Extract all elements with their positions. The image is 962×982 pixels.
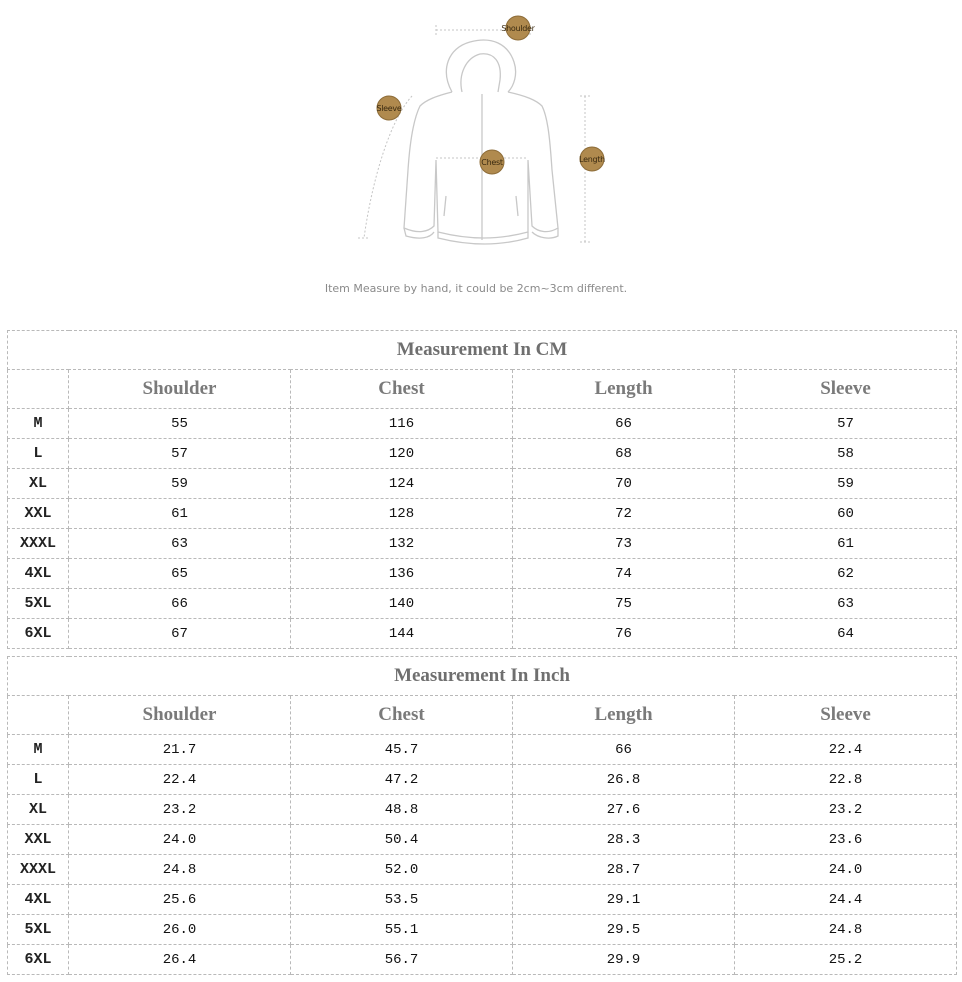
table-row bbox=[8, 915, 957, 945]
table-row bbox=[8, 469, 957, 499]
shoulder-cell: 25.6 bbox=[69, 885, 291, 915]
chest-cell: 136 bbox=[291, 559, 513, 589]
shoulder-cell: 26.4 bbox=[69, 945, 291, 975]
chest-cell: 124 bbox=[291, 469, 513, 499]
size-cell: M bbox=[8, 735, 69, 765]
table-row bbox=[8, 735, 957, 765]
sleeve-cell: 62 bbox=[735, 559, 957, 589]
length-cell: 29.5 bbox=[513, 915, 735, 945]
sleeve-cell: 64 bbox=[735, 619, 957, 649]
shoulder-cell: 24.8 bbox=[69, 855, 291, 885]
chest-cell: 140 bbox=[291, 589, 513, 619]
chest-cell: 53.5 bbox=[291, 885, 513, 915]
shoulder-cell: 66 bbox=[69, 589, 291, 619]
header-chest: Chest bbox=[291, 370, 513, 409]
sleeve-cell: 24.8 bbox=[735, 915, 957, 945]
sleeve-cell: 58 bbox=[735, 439, 957, 469]
length-cell: 28.7 bbox=[513, 855, 735, 885]
table-row bbox=[8, 825, 957, 855]
chest-cell: 52.0 bbox=[291, 855, 513, 885]
table-row bbox=[8, 589, 957, 619]
measure-note: Item Measure by hand, it could be 2cm~3cm different. bbox=[324, 282, 628, 295]
length-cell: 66 bbox=[513, 735, 735, 765]
shoulder-cell: 23.2 bbox=[69, 795, 291, 825]
size-cell: XXL bbox=[8, 825, 69, 855]
sleeve-cell: 25.2 bbox=[735, 945, 957, 975]
length-cell: 66 bbox=[513, 409, 735, 439]
chest-cell: 55.1 bbox=[291, 915, 513, 945]
shoulder-tag bbox=[501, 16, 535, 40]
length-tag-label: Length bbox=[579, 155, 605, 164]
size-cell: 4XL bbox=[8, 885, 69, 915]
chest-cell: 144 bbox=[291, 619, 513, 649]
sleeve-cell: 22.8 bbox=[735, 765, 957, 795]
table-row bbox=[8, 559, 957, 589]
length-cell: 26.8 bbox=[513, 765, 735, 795]
header-shoulder: Shoulder bbox=[69, 370, 291, 409]
sleeve-cell: 22.4 bbox=[735, 735, 957, 765]
shoulder-cell: 61 bbox=[69, 499, 291, 529]
table-row bbox=[8, 499, 957, 529]
chest-tag bbox=[480, 150, 504, 174]
size-cell: L bbox=[8, 765, 69, 795]
header-shoulder: Shoulder bbox=[69, 696, 291, 735]
shoulder-tag-label: Shoulder bbox=[501, 24, 535, 33]
chest-cell: 47.2 bbox=[291, 765, 513, 795]
chest-cell: 56.7 bbox=[291, 945, 513, 975]
header-length: Length bbox=[513, 696, 735, 735]
size-cell: 6XL bbox=[8, 945, 69, 975]
size-cell: XXXL bbox=[8, 529, 69, 559]
shoulder-cell: 21.7 bbox=[69, 735, 291, 765]
chest-cell: 45.7 bbox=[291, 735, 513, 765]
size-cell: 5XL bbox=[8, 915, 69, 945]
header-sleeve: Sleeve bbox=[735, 696, 957, 735]
measurement-diagram bbox=[0, 0, 962, 326]
sleeve-cell: 61 bbox=[735, 529, 957, 559]
header-sleeve: Sleeve bbox=[735, 370, 957, 409]
length-cell: 74 bbox=[513, 559, 735, 589]
header-length: Length bbox=[513, 370, 735, 409]
table-row bbox=[8, 439, 957, 469]
length-cell: 27.6 bbox=[513, 795, 735, 825]
sleeve-cell: 24.4 bbox=[735, 885, 957, 915]
table-title-row bbox=[8, 657, 957, 696]
length-tag bbox=[579, 147, 605, 171]
header-size-cell bbox=[8, 696, 69, 735]
size-cell: 6XL bbox=[8, 619, 69, 649]
table-row bbox=[8, 765, 957, 795]
size-cell: XXXL bbox=[8, 855, 69, 885]
sleeve-tag bbox=[376, 96, 401, 120]
size-cell: 4XL bbox=[8, 559, 69, 589]
header-row bbox=[8, 696, 957, 735]
shoulder-cell: 55 bbox=[69, 409, 291, 439]
sleeve-tag-label: Sleeve bbox=[376, 104, 402, 113]
header-size-cell bbox=[8, 370, 69, 409]
length-cell: 29.1 bbox=[513, 885, 735, 915]
length-cell: 29.9 bbox=[513, 945, 735, 975]
sleeve-cell: 23.6 bbox=[735, 825, 957, 855]
header-row bbox=[8, 370, 957, 409]
shoulder-cell: 22.4 bbox=[69, 765, 291, 795]
table-row bbox=[8, 945, 957, 975]
shoulder-cell: 67 bbox=[69, 619, 291, 649]
chest-cell: 132 bbox=[291, 529, 513, 559]
table-row bbox=[8, 409, 957, 439]
sleeve-cell: 59 bbox=[735, 469, 957, 499]
table-row bbox=[8, 795, 957, 825]
size-table-inch bbox=[7, 656, 957, 975]
chest-cell: 50.4 bbox=[291, 825, 513, 855]
size-table-cm bbox=[7, 330, 957, 649]
length-cell: 73 bbox=[513, 529, 735, 559]
sleeve-cell: 23.2 bbox=[735, 795, 957, 825]
shoulder-cell: 59 bbox=[69, 469, 291, 499]
shoulder-cell: 26.0 bbox=[69, 915, 291, 945]
length-cell: 28.3 bbox=[513, 825, 735, 855]
chest-tag-label: Chest bbox=[481, 158, 503, 167]
table-title-row bbox=[8, 331, 957, 370]
chest-cell: 48.8 bbox=[291, 795, 513, 825]
sleeve-cell: 24.0 bbox=[735, 855, 957, 885]
length-cell: 72 bbox=[513, 499, 735, 529]
length-cell: 68 bbox=[513, 439, 735, 469]
size-cell: XXL bbox=[8, 499, 69, 529]
hoodie-sketch bbox=[0, 0, 962, 326]
table-title: Measurement In Inch bbox=[8, 657, 957, 696]
chest-cell: 120 bbox=[291, 439, 513, 469]
shoulder-cell: 65 bbox=[69, 559, 291, 589]
sleeve-cell: 57 bbox=[735, 409, 957, 439]
table-row bbox=[8, 529, 957, 559]
size-cell: 5XL bbox=[8, 589, 69, 619]
table-row bbox=[8, 619, 957, 649]
size-cell: XL bbox=[8, 469, 69, 499]
header-chest: Chest bbox=[291, 696, 513, 735]
shoulder-cell: 57 bbox=[69, 439, 291, 469]
length-cell: 70 bbox=[513, 469, 735, 499]
table-title: Measurement In CM bbox=[8, 331, 957, 370]
size-cell: XL bbox=[8, 795, 69, 825]
table-row bbox=[8, 855, 957, 885]
table-row bbox=[8, 885, 957, 915]
length-cell: 75 bbox=[513, 589, 735, 619]
sleeve-cell: 60 bbox=[735, 499, 957, 529]
sleeve-cell: 63 bbox=[735, 589, 957, 619]
chest-cell: 128 bbox=[291, 499, 513, 529]
length-cell: 76 bbox=[513, 619, 735, 649]
chest-cell: 116 bbox=[291, 409, 513, 439]
size-cell: L bbox=[8, 439, 69, 469]
size-cell: M bbox=[8, 409, 69, 439]
shoulder-cell: 63 bbox=[69, 529, 291, 559]
shoulder-cell: 24.0 bbox=[69, 825, 291, 855]
